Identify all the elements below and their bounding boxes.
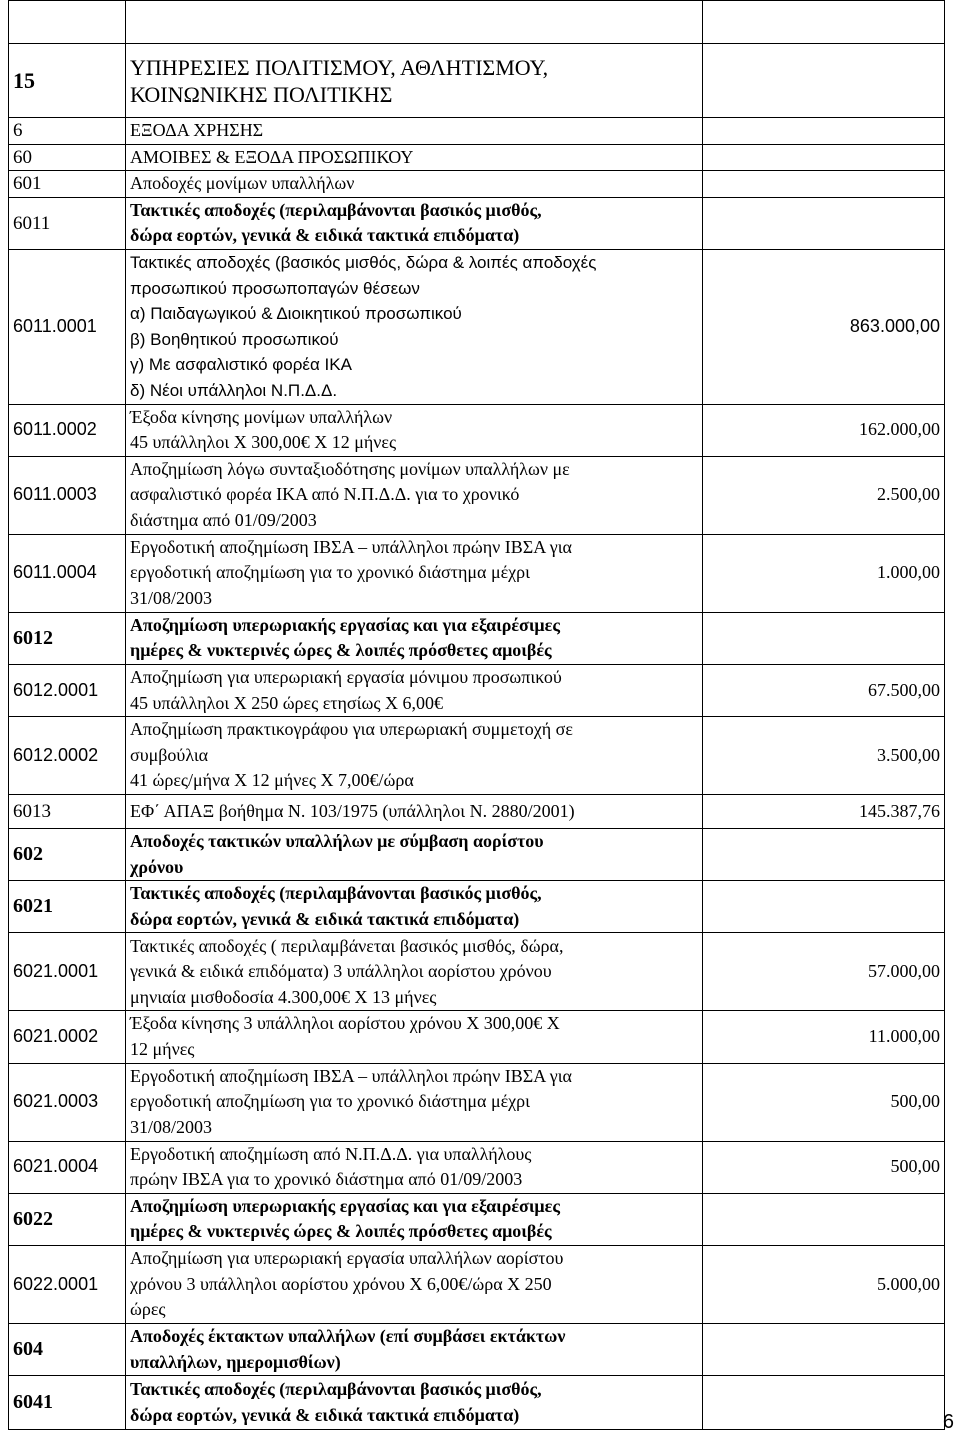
description-line: Αποζημίωση για υπερωριακή εργασία υπαλλήλων αορίστου [130,1248,564,1269]
description-line: προσωπικού προσωποπαγών θέσεων [130,278,420,298]
account-description [126,118,703,145]
account-amount [703,829,945,881]
account-amount [703,44,945,118]
description-line: Αποζημίωση για υπερωριακή εργασία μόνιμου προσωπικού [130,666,562,687]
account-description [126,144,703,171]
account-description [126,829,703,881]
account-code: 6011 [9,197,126,249]
account-description [126,249,703,404]
description-line: ασφαλιστικό φορέα ΙΚΑ από Ν.Π.Δ.Δ. για το χρονικό [130,484,520,505]
table-row [9,171,945,198]
description-line: χρόνου [130,856,184,877]
account-code: 6022 [9,1193,126,1245]
description-line: δώρα εορτών, γενικά & ειδικά τακτικά επιδόματα) [130,225,520,246]
description-line: Εργοδοτική αποζημίωση ΙΒΣΑ – υπάλληλοι πρώην ΙΒΣΑ για [130,536,572,557]
table-row [9,404,945,456]
account-code: 6012.0001 [9,664,126,716]
account-code: 6021.0003 [9,1063,126,1141]
table-row [9,795,945,829]
account-description [126,933,703,1011]
description-line: ΕΦ΄ ΑΠΑΞ βοήθημα Ν. 103/1975 (υπάλληλοι Ν. 2880/2001) [130,800,575,821]
account-amount [703,144,945,171]
account-code: 6022.0001 [9,1246,126,1324]
description-line: Τακτικές αποδοχές ( περιλαμβάνεται βασικός μισθός, δώρα, [130,935,564,956]
account-code: 15 [9,44,126,118]
account-code: 6041 [9,1376,126,1430]
account-description [126,881,703,933]
account-amount: 3.500,00 [703,717,945,795]
description-line: συμβούλια [130,744,209,765]
description-line: ΥΠΗΡΕΣΙΕΣ ΠΟΛΙΤΙΣΜΟΥ, ΑΘΛΗΤΙΣΜΟΥ, [130,54,549,80]
description-line: Αποζημίωση λόγω συνταξιοδότησης μονίμων υπαλλήλων με [130,458,570,479]
account-code: 601 [9,171,126,198]
account-description [126,717,703,795]
account-code: 6021.0002 [9,1011,126,1063]
page-number: 6 [942,1411,954,1433]
account-code: 6021 [9,881,126,933]
table-row [9,118,945,145]
description-line: 12 μήνες [130,1039,195,1060]
description-line: Εργοδοτική αποζημίωση από Ν.Π.Δ.Δ. για υπαλλήλους [130,1143,532,1164]
description-line: Τακτικές αποδοχές (περιλαμβάνονται βασικός μισθός, [130,1379,542,1400]
description-line: β) Βοηθητικού προσωπικού [130,329,339,349]
account-description [126,1011,703,1063]
table-row [9,1246,945,1324]
account-description [126,1246,703,1324]
account-amount: 57.000,00 [703,933,945,1011]
account-amount [703,1193,945,1245]
header-desc-cell [126,1,703,44]
table-row [9,1193,945,1245]
account-amount [703,881,945,933]
account-code: 6012.0002 [9,717,126,795]
table-row [9,1063,945,1141]
description-line: Τακτικές αποδοχές (βασικός μισθός, δώρα & λοιπές αποδοχές [130,252,597,272]
description-line: 31/08/2003 [130,588,213,609]
description-line: εργοδοτική αποζημίωση για το χρονικό διάστημα μέχρι [130,1091,530,1112]
account-code: 60 [9,144,126,171]
account-amount: 863.000,00 [703,249,945,404]
account-amount: 5.000,00 [703,1246,945,1324]
account-code: 6 [9,118,126,145]
account-description [126,171,703,198]
description-line: ΕΞΟΔΑ ΧΡΗΣΗΣ [130,120,264,140]
table-row [9,249,945,404]
description-line: 45 υπάλληλοι Χ 250 ώρες ετησίως Χ 6,00€ [130,692,443,713]
account-code: 6011.0003 [9,456,126,534]
account-description [126,197,703,249]
description-line: γενικά & ειδικά επιδόματα) 3 υπάλληλοι αορίστου χρόνου [130,961,552,982]
description-line: Αποζημίωση πρακτικογράφου για υπερωριακή συμμετοχή σε [130,719,573,740]
description-line: Αποδοχές έκτακτων υπαλλήλων (επί συμβάσει εκτάκτων [130,1326,566,1347]
account-code: 6011.0001 [9,249,126,404]
table-row-header [9,1,945,44]
description-line: εργοδοτική αποζημίωση για το χρονικό διάστημα μέχρι [130,562,530,583]
description-line: Αποζημίωση υπερωριακής εργασίας και για εξαιρέσιμες [130,614,560,635]
account-amount [703,1324,945,1376]
table-row [9,534,945,612]
description-line: 31/08/2003 [130,1116,213,1137]
account-description [126,1376,703,1430]
account-code: 6013 [9,795,126,829]
account-code: 6011.0004 [9,534,126,612]
account-amount [703,612,945,664]
table-row [9,717,945,795]
account-amount [703,171,945,198]
description-line: Έξοδα κίνησης μονίμων υπαλλήλων [130,406,393,427]
header-code-cell [9,1,126,44]
account-description [126,612,703,664]
table-row [9,933,945,1011]
description-line: δ) Νέοι υπάλληλοι Ν.Π.Δ.Δ. [130,380,338,400]
description-line: Τακτικές αποδοχές (περιλαμβάνονται βασικός μισθός, [130,883,542,904]
description-line: ημέρες & νυκτερινές ώρες & λοιπές πρόσθετες αμοιβές [130,1221,552,1242]
account-description [126,1063,703,1141]
description-line: υπαλλήλων, ημερομισθίων) [130,1351,341,1372]
description-line: διάστημα από 01/09/2003 [130,510,317,531]
table-row [9,664,945,716]
description-line: Αποδοχές τακτικών υπαλλήλων με σύμβαση αορίστου [130,831,544,852]
description-line: μηνιαία μισθοδοσία 4.300,00€ Χ 13 μήνες [130,986,437,1007]
table-row [9,1141,945,1193]
account-amount: 1.000,00 [703,534,945,612]
description-line: ΚΟΙΝΩΝΙΚΗΣ ΠΟΛΙΤΙΚΗΣ [130,81,393,107]
account-code: 604 [9,1324,126,1376]
account-code: 6021.0004 [9,1141,126,1193]
header-amount-cell [703,1,945,44]
table-row [9,456,945,534]
description-line: Εργοδοτική αποζημίωση ΙΒΣΑ – υπάλληλοι πρώην ΙΒΣΑ για [130,1065,572,1086]
account-amount [703,1376,945,1430]
table-row [9,144,945,171]
budget-table [8,0,945,1430]
account-amount: 67.500,00 [703,664,945,716]
table-row [9,829,945,881]
account-amount: 2.500,00 [703,456,945,534]
account-code: 602 [9,829,126,881]
account-amount: 162.000,00 [703,404,945,456]
table-row [9,44,945,118]
description-line: δώρα εορτών, γενικά & ειδικά τακτικά επιδόματα) [130,908,520,929]
account-description [126,664,703,716]
account-description [126,404,703,456]
table-row [9,1376,945,1430]
account-amount: 11.000,00 [703,1011,945,1063]
account-code: 6012 [9,612,126,664]
description-line: 41 ώρες/μήνα Χ 12 μήνες Χ 7,00€/ώρα [130,770,414,791]
description-line: ΑΜΟΙΒΕΣ & ΕΞΟΔΑ ΠΡΟΣΩΠΙΚΟΥ [130,146,414,167]
description-line: γ) Με ασφαλιστικό φορέα ΙΚΑ [130,355,352,375]
description-line: δώρα εορτών, γενικά & ειδικά τακτικά επιδόματα) [130,1404,520,1425]
account-amount: 500,00 [703,1063,945,1141]
description-line: ημέρες & νυκτερινές ώρες & λοιπές πρόσθετες αμοιβές [130,640,552,661]
description-line: Τακτικές αποδοχές (περιλαμβάνονται βασικός μισθός, [130,199,542,220]
description-line: πρώην ΙΒΣΑ για το χρονικό διάστημα από 01/09/2003 [130,1169,523,1190]
account-amount [703,118,945,145]
account-description [126,1324,703,1376]
account-description [126,1141,703,1193]
description-line: 45 υπάλληλοι Χ 300,00€ Χ 12 μήνες [130,432,397,453]
account-description [126,456,703,534]
account-amount: 500,00 [703,1141,945,1193]
description-line: α) Παιδαγωγικού & Διοικητικού προσωπικού [130,304,462,324]
account-description [126,1193,703,1245]
table-row [9,1011,945,1063]
account-amount [703,197,945,249]
account-code: 6011.0002 [9,404,126,456]
description-line: Αποδοχές μονίμων υπαλλήλων [130,173,355,194]
table-row [9,1324,945,1376]
table-row [9,612,945,664]
description-line: Αποζημίωση υπερωριακής εργασίας και για εξαιρέσιμες [130,1195,560,1216]
account-code: 6021.0001 [9,933,126,1011]
account-description [126,534,703,612]
account-description [126,44,703,118]
table-row [9,881,945,933]
description-line: Έξοδα κίνησης 3 υπάλληλοι αορίστου χρόνου Χ 300,00€ Χ [130,1013,560,1034]
description-line: ώρες [130,1299,166,1320]
description-line: χρόνου 3 υπάλληλοι αορίστου χρόνου Χ 6,00€/ώρα Χ 250 [130,1273,552,1294]
account-description [126,795,703,829]
account-amount: 145.387,76 [703,795,945,829]
table-row [9,197,945,249]
